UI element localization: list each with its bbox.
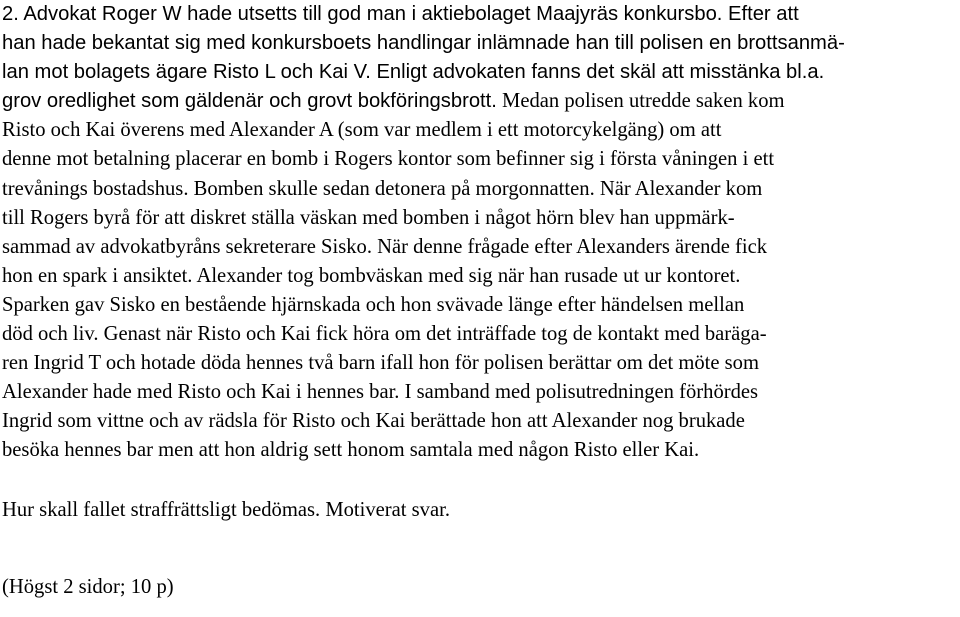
case-line: Alexander hade med Risto och Kai i hennes bar. I samband med polisutredningen förhördes	[2, 381, 759, 404]
case-line: död och liv. Genast när Risto och Kai fick höra om det inträffade tog de kontakt med baräga-	[2, 323, 767, 346]
case-line: han hade bekantat sig med konkursboets handlingar inlämnade han till polisen en brottsanmä-	[2, 32, 845, 55]
case-line: Sparken gav Sisko en bestående hjärnskada och hon svävade länge efter händelsen mellan	[2, 293, 745, 316]
case-line: besöka hennes bar men att hon aldrig sett honom samtala med någon Risto eller Kai.	[2, 439, 700, 462]
case-line: Risto och Kai överens med Alexander A (som var medlem i ett motorcykelgäng) om att	[2, 119, 722, 142]
case-line: denne mot betalning placerar en bomb i Rogers kontor som befinner sig i första våningen i ett	[2, 148, 775, 171]
case-description	[2, 0, 958, 466]
case-line: lan mot bolagets ägare Risto L och Kai V. Enligt advokaten fanns det skäl att misstänka bl.a.	[2, 61, 825, 84]
points-note: (Högst 2 sidor; 10 p)	[2, 575, 174, 598]
case-line-part-serif: Medan polisen utredde saken kom	[496, 90, 785, 113]
case-line: trevånings bostadshus. Bomben skulle sedan detonera på morgonnatten. När Alexander kom	[2, 177, 763, 200]
case-line: hon en spark i ansiktet. Alexander tog bombväskan med sig när han rusade ut ur kontoret.	[2, 264, 741, 287]
spacer	[2, 466, 958, 496]
case-line-mixed	[2, 87, 958, 116]
task-question: Hur skall fallet straffrättsligt bedömas. Motiverat svar.	[2, 498, 450, 521]
case-line: Ingrid som vittne och av rädsla för Risto och Kai berättade hon att Alexander nog brukade	[2, 410, 745, 433]
case-line: till Rogers byrå för att diskret ställa väskan med bomben i något hörn blev han uppmärk-	[2, 206, 735, 229]
case-line: sammad av advokatbyråns sekreterare Sisko. När denne frågade efter Alexanders ärende fick	[2, 235, 768, 258]
case-line-part-sans: grov oredlighet som gäldenär och grovt bokföringsbrott.	[2, 90, 497, 113]
spacer	[2, 525, 958, 573]
case-line: 2. Advokat Roger W hade utsetts till god man i aktiebolaget Maajyräs konkursbo. Efter att	[2, 3, 799, 25]
exam-document	[2, 0, 958, 602]
case-line: ren Ingrid T och hotade döda hennes två barn ifall hon för polisen berättar om det möte som	[2, 352, 759, 375]
